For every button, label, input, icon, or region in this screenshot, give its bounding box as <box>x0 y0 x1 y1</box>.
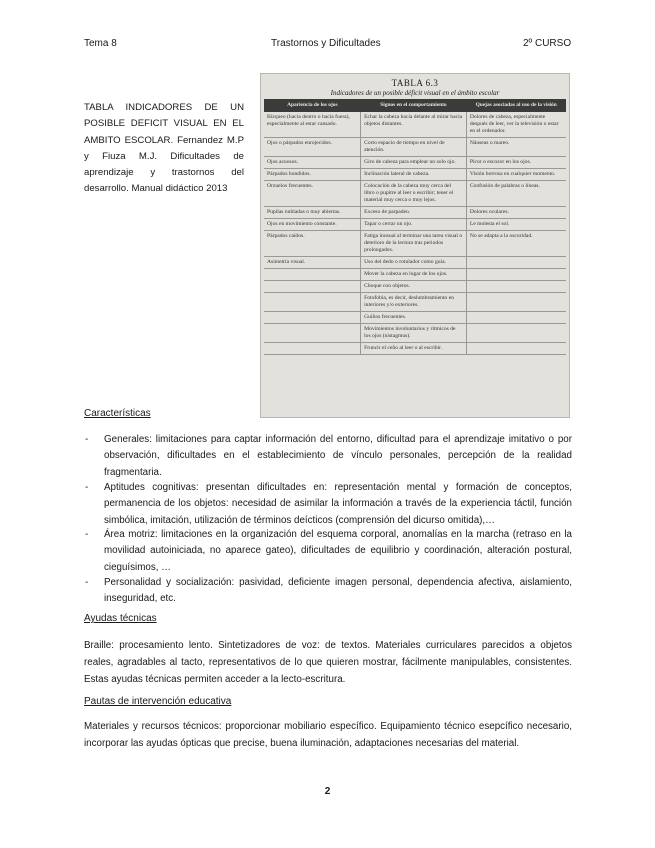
section-title-caracteristicas: Características <box>84 408 151 419</box>
table-cell: Le molesta el sol. <box>466 219 566 231</box>
ayudas-paragraph: Braille: procesamiento lento. Sintetizadores de voz: de textos. Materiales curriculares parecidos a objetos reales, agradables al tacto, representativos de lo que quieren mostrar, fácilmente manipulables, consistentes. Estas ayudas técnicas permiten acceder a la lecto-escritura. <box>84 640 572 685</box>
table-cell: Mover la cabeza en lugar de los ojos. <box>361 269 467 281</box>
table-cell: Párpados caídos. <box>264 231 361 257</box>
bullet-dash: - <box>85 529 89 540</box>
table-row <box>264 181 566 207</box>
table-cell: Bizqueo (hacia dentro o hacia fuera), especialmente al estar cansado. <box>264 112 361 138</box>
table-cell <box>264 343 361 355</box>
list-item-text: Generales: limitaciones para captar información del entorno, dificultad para el aprendizaje imitativo o por observación, dificultades en el establecimiento de vínculo personales, percepción de la realidad fragmentaria. <box>104 434 572 478</box>
table-row <box>264 257 566 269</box>
table-cell: Exceso de parpadeo. <box>361 207 467 219</box>
table-cell: Orzuelos frecuentes. <box>264 181 361 207</box>
table-row <box>264 157 566 169</box>
table-cell: Dolores de cabeza, especialmente después de leer, ver la televisión o estar en el ordenador. <box>466 112 566 138</box>
table-cell: Movimientos involuntarios y rítmicos de los ojos (nistagmus). <box>361 324 467 343</box>
header-center: Trastornos y Dificultades <box>271 38 381 49</box>
table-row <box>264 343 566 355</box>
table-row <box>264 169 566 181</box>
table-cell: Corto espacio de tiempo en nivel de atención. <box>361 138 467 157</box>
table-cell <box>466 343 566 355</box>
list-item <box>85 575 572 608</box>
table-row <box>264 231 566 257</box>
table-cell: Fruncir el ceño al leer o al escribir. <box>361 343 467 355</box>
section-title-ayudas: Ayudas técnicas <box>84 613 157 624</box>
column-header: Signos en el comportamiento <box>361 99 467 112</box>
table-cell: Ojos en movimiento constante. <box>264 219 361 231</box>
scanned-table-image <box>260 73 570 418</box>
section-title-pautas: Pautas de intervención educativa <box>84 696 232 707</box>
scan-table-title: TABLA 6.3 <box>391 78 439 88</box>
table-cell: Fatiga inusual al terminar una tarea visual o deterioro de la lectura tras periodos prolongados. <box>361 231 467 257</box>
table-cell: Ojos o párpados enrojecidos. <box>264 138 361 157</box>
scan-table-subtitle: Indicadores de un posible déficit visual en el ámbito escolar <box>330 89 500 97</box>
table-cell: Inclinación lateral de cabeza. <box>361 169 467 181</box>
table-cell <box>466 281 566 293</box>
table-cell: Giro de cabeza para emplear un solo ojo. <box>361 157 467 169</box>
table-cell: Asimetría visual. <box>264 257 361 269</box>
list-item-text: Personalidad y socialización: pasividad, deficiente imagen personal, dependencia afectiva, aislamiento, inseguridad, etc. <box>104 577 572 605</box>
table-row <box>264 219 566 231</box>
table-cell: Guiños frecuentes. <box>361 312 467 324</box>
list-item <box>85 527 572 576</box>
page-number: 2 <box>324 786 331 797</box>
list-item <box>85 432 572 481</box>
table-cell: Uso del dedo o rotulador como guía. <box>361 257 467 269</box>
table-row <box>264 312 566 324</box>
column-header: Quejas asociadas al uso de la visión <box>466 99 566 112</box>
table-row <box>264 293 566 312</box>
table-row <box>264 138 566 157</box>
table-cell <box>264 312 361 324</box>
table-cell <box>466 312 566 324</box>
table-cell: Fotofobia, es decir, deslumbramiento en interiores y/o exteriores. <box>361 293 467 312</box>
table-cell <box>264 269 361 281</box>
column-header: Apariencia de los ojos <box>264 99 361 112</box>
table-cell: Dolores oculares. <box>466 207 566 219</box>
table-cell <box>466 293 566 312</box>
list-item-text: Área motriz: limitaciones en la organización del esquema corporal, anomalías en la marcha (retraso en la movilidad autoiniciada, no aparece gateo), dificultades de equilibrio y coordinación, alteración postural, cieguísimos, … <box>104 529 572 573</box>
table-row <box>264 207 566 219</box>
table-cell: Párpados hundidos. <box>264 169 361 181</box>
table-cell: No se adapta a la oscuridad. <box>466 231 566 257</box>
header-right: 2º CURSO <box>523 38 572 49</box>
indicators-table <box>264 99 566 355</box>
table-caption: TABLA INDICADORES DE UN POSIBLE DEFICIT VISUAL EN EL AMBITO ESCOLAR. Fernandez M.P y Fiuza M.J. Dificultades de aprendizaje y trastornos del desarrollo. Manual didáctico 2013 <box>84 102 244 195</box>
bullet-dash: - <box>85 482 89 493</box>
pautas-paragraph: Materiales y recursos técnicos: proporcionar mobiliario específico. Equipamiento técnico esepcífico necesario, incorporar las ayudas ópticas que precise, buena iluminación, adaptaciones necesarias del material. <box>84 721 572 749</box>
table-cell: Echar la cabeza hacia delante al mirar hacia objetos distantes. <box>361 112 467 138</box>
header-left: Tema 8 <box>84 38 117 49</box>
table-cell: Choque con objetos. <box>361 281 467 293</box>
table-cell: Visión borrosa en cualquier momento. <box>466 169 566 181</box>
table-header-row <box>264 99 566 112</box>
table-row <box>264 112 566 138</box>
table-cell <box>466 257 566 269</box>
bullet-dash: - <box>85 577 89 588</box>
table-cell: Colocación de la cabeza muy cerca del libro o pupitre al leer o escribir; tener el material muy cerca o muy lejos. <box>361 181 467 207</box>
table-cell: Confusión de palabras o líneas. <box>466 181 566 207</box>
table-cell: Náuseas o mareo. <box>466 138 566 157</box>
table-cell: Pupilas nubladas o muy abiertas. <box>264 207 361 219</box>
table-cell <box>264 281 361 293</box>
list-item <box>85 480 572 529</box>
table-cell <box>264 324 361 343</box>
table-row <box>264 281 566 293</box>
table-cell <box>466 269 566 281</box>
table-cell <box>466 324 566 343</box>
table-cell: Ojos acuosos. <box>264 157 361 169</box>
table-row <box>264 269 566 281</box>
table-row <box>264 324 566 343</box>
list-item-text: Aptitudes cognitivas: presentan dificultades en: representación mental y formación de conceptos, permanencia de los objetos: necesidad de asimilar la información a través de la experiencia táctil, función simbólica, imitación, utilización de términos deícticos (comprensión del dicurso omitida),… <box>104 482 572 526</box>
table-cell: Tapar o cerrar un ojo. <box>361 219 467 231</box>
table-cell <box>264 293 361 312</box>
table-cell: Picor o escozor en los ojos. <box>466 157 566 169</box>
bullet-dash: - <box>85 434 89 445</box>
